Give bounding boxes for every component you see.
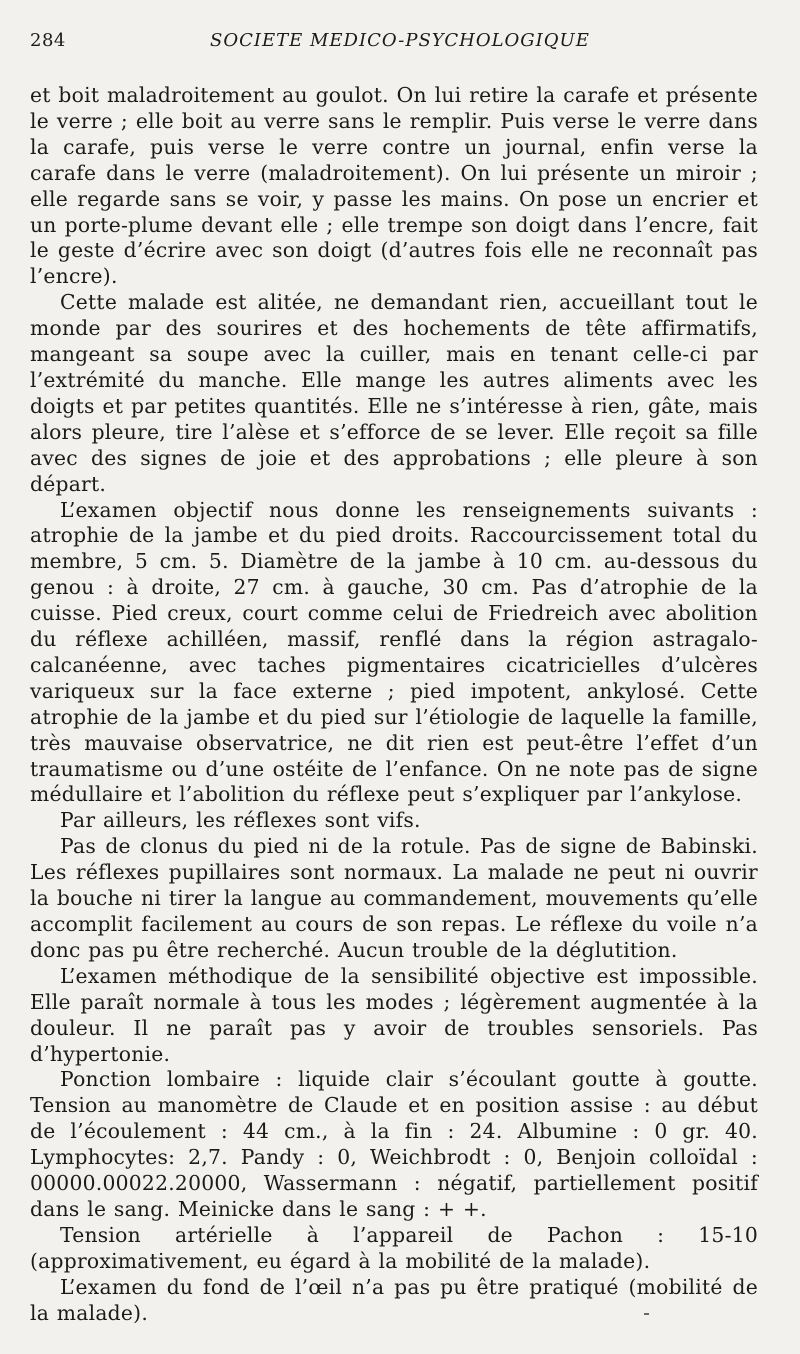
paragraph-fundus-exam: L’examen du fond de l’œil n’a pas pu être pratiqué (mobilité de la malade). [30, 1274, 758, 1325]
paragraph-continuation: et boit maladroitement au goulot. On lui retire la carafe et présente le verre ; elle boit au verre sans le remplir. Puis verse le verre dans la carafe, puis verse le verre contre un journal, enfin verse la carafe dans le verre (maladroitement). On lui présente un miroir ; elle regarde sans se voir, y passe les mains. On pose un encrier et un porte-plume devant elle ; elle trempe son doigt dans l’encre, fait le geste d’écrire avec son doigt (d’autres fois elle ne reconnaît pas l’encre). [30, 83, 758, 289]
page-number: 284 [30, 30, 66, 51]
paragraph-sensibility: L’examen méthodique de la sensibilité objective est impossible. Elle paraît normale à tous les modes ; légèrement augmentée à la douleur. Il ne paraît pas y avoir de troubles sensoriels. Pas d’hypertonie. [30, 963, 758, 1066]
running-head: SOCIETE MEDICO-PSYCHOLOGIQUE [210, 30, 590, 51]
paragraph-clonus: Pas de clonus du pied ni de la rotule. Pas de signe de Babinski. Les réflexes pupillaires sont normaux. La malade ne peut ni ouvrir la bouche ni tirer la langue au commandement, mouvements qu’elle accomplit facilement au cours de son repas. Le réflexe du voile n’a donc pas pu être recherché. Aucun trouble de la déglutition. [30, 834, 758, 962]
paragraph-patient-behaviour: Cette malade est alitée, ne demandant rien, accueillant tout le monde par des sourires et des hochements de tête affirmatifs, mangeant sa soupe avec la cuiller, mais en tenant celle-ci par l’extrémité du manche. Elle mange les autres aliments avec les doigts et par petites quantités. Elle ne s’intéresse à rien, gâte, mais alors pleure, tire l’alèse et s’efforce de se lever. Elle reçoit sa fille avec des signes de joie et des approbations ; elle pleure à son départ. [30, 290, 758, 496]
page-header [30, 30, 758, 60]
paragraph-blood-pressure: Tension artérielle à l’appareil de Pachon : 15-10 (approximativement, eu égard à la mobilité de la malade). [30, 1222, 758, 1273]
paragraph-reflexes: Par ailleurs, les réflexes sont vifs. [60, 808, 421, 833]
paragraph-objective-exam: L’examen objectif nous donne les renseignements suivants : atrophie de la jambe et du pied droits. Raccourcissement total du membre, 5 cm. 5. Diamètre de la jambe à 10 cm. au-dessous du genou : à droite, 27 cm. à gauche, 30 cm. Pas d’atrophie de la cuisse. Pied creux, court comme celui de Friedreich avec abolition du réflexe achilléen, massif, renflé dans la région astragalo-calcanéenne, avec taches pigmentaires cicatricielles d’ulcères variqueux sur la face externe ; pied impotent, ankylosé. Cette atrophie de la jambe et du pied sur l’étiologie de laquelle la famille, très mauvaise observatrice, ne dit rien est peut-être l’effet d’un traumatisme ou d’une ostéite de l’enfance. On ne note pas de signe médullaire et l’abolition du réflexe peut s’expliquer par l’ankylose. [30, 497, 758, 807]
paragraph-lumbar-puncture: Ponction lombaire : liquide clair s’écoulant goutte à goutte. Tension au manomètre de Claude et en position assise : au début de l’écoulement : 44 cm., à la fin : 24. Albumine : 0 gr. 40. Lymphocytes: 2,7. Pandy : 0, Weichbrodt : 0, Benjoin colloïdal : 00000.00022.20000, Wassermann : négatif, partiellement positif dans le sang. Meinicke dans le sang : + +. [30, 1067, 758, 1221]
print-mark [644, 1313, 649, 1315]
body-text [30, 83, 758, 1327]
